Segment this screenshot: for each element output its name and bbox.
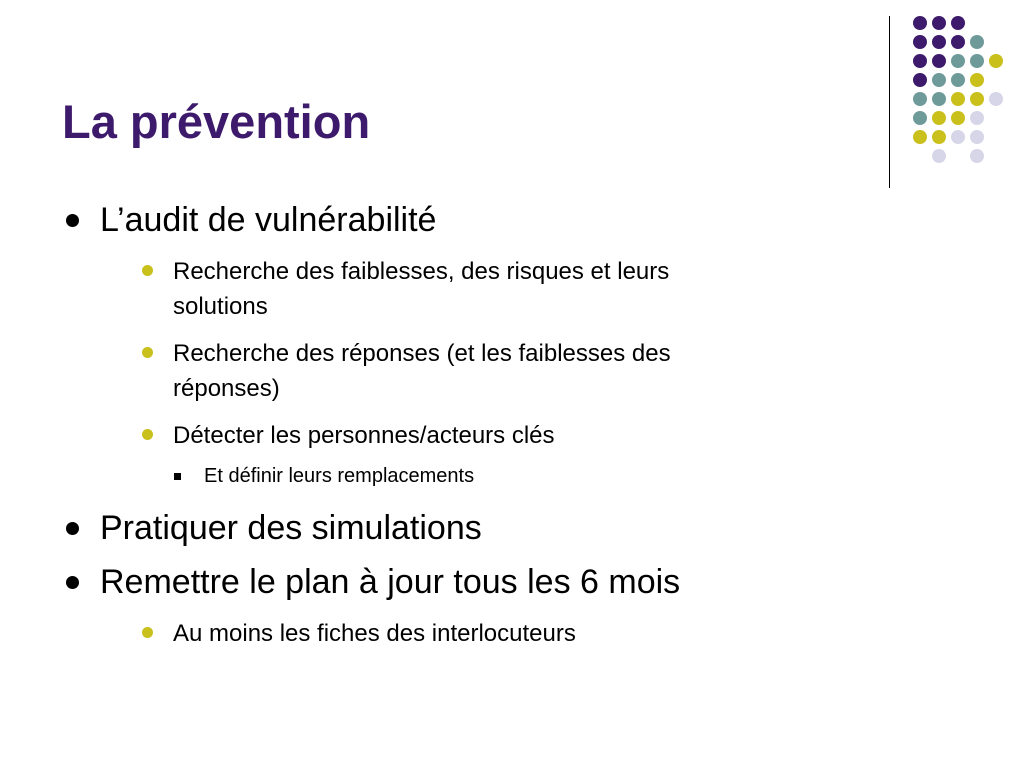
vertical-divider	[889, 16, 890, 188]
dot-yellow	[970, 92, 984, 106]
sub-bullet-2-line-2: réponses)	[173, 375, 280, 402]
dot-yellow	[913, 130, 927, 144]
dot-lavender	[970, 111, 984, 125]
sub-sub-bullet-1: Et définir leurs remplacements	[204, 465, 475, 487]
sub-bullet-dot-icon	[142, 347, 153, 358]
sub-bullet-3-line-1: Détecter les personnes/acteurs clés	[173, 422, 555, 449]
dot-purple	[932, 54, 946, 68]
dot-yellow	[989, 54, 1003, 68]
dot-purple	[932, 35, 946, 49]
dot-purple	[913, 35, 927, 49]
dot-purple	[913, 54, 927, 68]
dot-purple	[913, 73, 927, 87]
dot-lavender	[970, 149, 984, 163]
dot-yellow	[932, 111, 946, 125]
dot-purple	[932, 16, 946, 30]
dot-teal	[951, 54, 965, 68]
dot-yellow	[951, 92, 965, 106]
dot-yellow	[932, 130, 946, 144]
sub-bullet-dot-icon	[142, 265, 153, 276]
dot-teal	[932, 92, 946, 106]
sub-bullet-2-line-1: Recherche des réponses (et les faiblesses des	[173, 340, 671, 367]
bullet-dot-icon	[66, 576, 79, 589]
dot-lavender	[989, 92, 1003, 106]
square-bullet-icon	[174, 473, 181, 480]
bullet-dot-icon	[66, 522, 79, 535]
dot-teal	[970, 35, 984, 49]
dot-teal	[913, 111, 927, 125]
bullet-item-3: Remettre le plan à jour tous les 6 mois	[100, 563, 681, 601]
bullet-item-2: Pratiquer des simulations	[100, 509, 482, 547]
dot-yellow	[951, 111, 965, 125]
sub-bullet-1-line-1: Recherche des faiblesses, des risques et leurs	[173, 258, 670, 285]
dot-teal	[970, 54, 984, 68]
dot-teal	[951, 73, 965, 87]
bullet-dot-icon	[66, 214, 79, 227]
dot-lavender	[951, 130, 965, 144]
sub-bullet-1-line-2: solutions	[173, 293, 268, 320]
sub-bullet-4-line-1: Au moins les fiches des interlocuteurs	[173, 620, 576, 647]
dot-purple	[951, 35, 965, 49]
dot-purple	[913, 16, 927, 30]
dot-yellow	[970, 73, 984, 87]
dot-teal	[913, 92, 927, 106]
dot-lavender	[932, 149, 946, 163]
slide-title: La prévention	[62, 95, 371, 148]
sub-bullet-dot-icon	[142, 429, 153, 440]
sub-bullet-dot-icon	[142, 627, 153, 638]
bullet-item-1: L’audit de vulnérabilité	[100, 201, 437, 239]
dot-purple	[951, 16, 965, 30]
dot-lavender	[970, 130, 984, 144]
dot-teal	[932, 73, 946, 87]
